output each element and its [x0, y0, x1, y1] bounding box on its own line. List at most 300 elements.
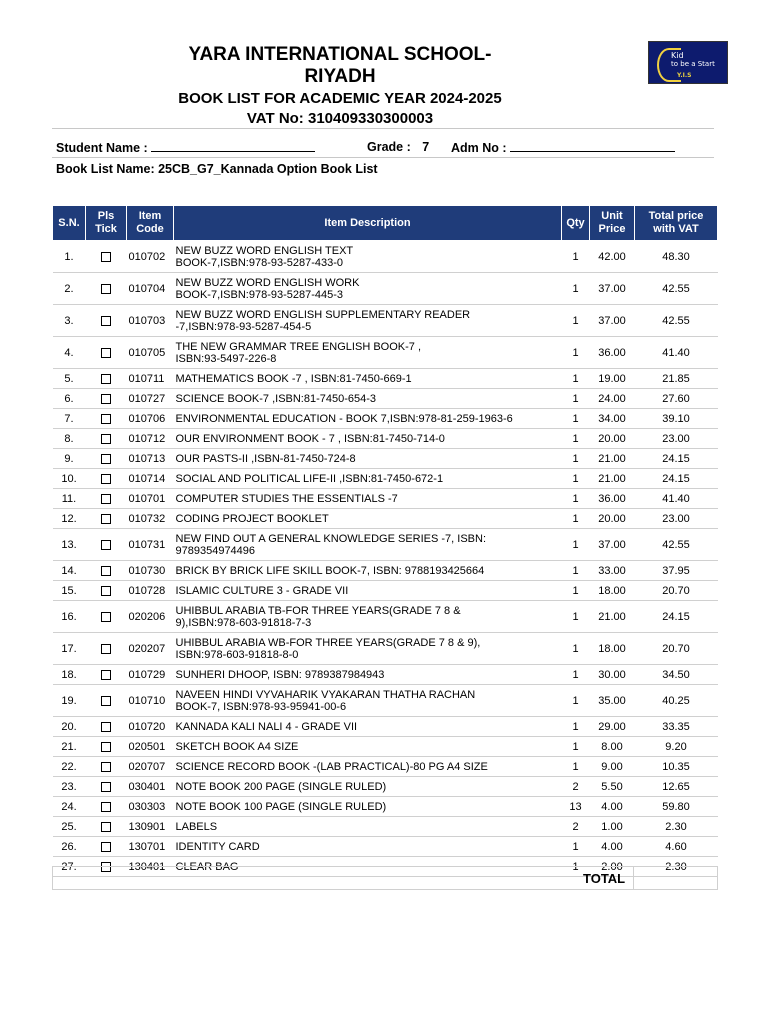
row-tick [86, 601, 127, 633]
row-tick [86, 633, 127, 665]
row-description [174, 717, 562, 737]
row-description [174, 529, 562, 561]
row-sn: 26. [53, 837, 86, 857]
table-header-row [53, 206, 718, 241]
row-qty: 1 [562, 409, 590, 429]
row-unit-price: 21.00 [590, 449, 635, 469]
logo-text-1: Kid [671, 51, 684, 60]
row-unit-price: 4.00 [590, 837, 635, 857]
row-unit-price: 19.00 [590, 369, 635, 389]
row-qty: 1 [562, 685, 590, 717]
description-line: BRICK BY BRICK LIFE SKILL BOOK-7, ISBN: 9788193425664 [175, 564, 485, 577]
row-description [174, 777, 562, 797]
row-item-code: 010731 [127, 529, 174, 561]
row-description [174, 509, 562, 529]
table-row [53, 581, 718, 601]
total-label: TOTAL [583, 871, 626, 886]
description-line: SKETCH BOOK A4 SIZE [175, 740, 299, 753]
row-total-price: 34.50 [635, 665, 718, 685]
row-qty: 1 [562, 489, 590, 509]
row-description [174, 337, 562, 369]
row-sn: 6. [53, 389, 86, 409]
tick-checkbox[interactable] [101, 696, 111, 706]
description-line: OUR ENVIRONMENT BOOK - 7 , ISBN:81-7450-714-0 [175, 432, 445, 445]
tick-checkbox[interactable] [101, 454, 111, 464]
row-qty: 13 [562, 797, 590, 817]
row-tick [86, 797, 127, 817]
row-sn: 21. [53, 737, 86, 757]
row-item-code: 130401 [127, 857, 174, 877]
row-total-price: 20.70 [635, 581, 718, 601]
row-total-price: 39.10 [635, 409, 718, 429]
table-body [53, 241, 718, 877]
row-sn: 22. [53, 757, 86, 777]
row-description [174, 469, 562, 489]
row-total-price: 37.95 [635, 561, 718, 581]
row-qty: 1 [562, 241, 590, 273]
row-sn: 18. [53, 665, 86, 685]
header-tick: Pls Tick [86, 206, 127, 241]
school-name-line2: RIYADH [304, 66, 376, 87]
row-description [174, 685, 562, 717]
description-line: 9789354974496 [175, 544, 256, 557]
row-item-code: 010732 [127, 509, 174, 529]
row-qty: 1 [562, 581, 590, 601]
table-row [53, 817, 718, 837]
tick-checkbox[interactable] [101, 514, 111, 524]
tick-checkbox[interactable] [101, 586, 111, 596]
row-tick [86, 429, 127, 449]
row-tick [86, 737, 127, 757]
table-row [53, 429, 718, 449]
tick-checkbox[interactable] [101, 822, 111, 832]
row-description [174, 449, 562, 469]
table-row [53, 797, 718, 817]
row-tick [86, 389, 127, 409]
tick-checkbox[interactable] [101, 348, 111, 358]
row-item-code: 130901 [127, 817, 174, 837]
row-tick [86, 305, 127, 337]
row-item-code: 010705 [127, 337, 174, 369]
header-unit-price: Unit Price [590, 206, 635, 241]
tick-checkbox[interactable] [101, 612, 111, 622]
row-qty: 1 [562, 633, 590, 665]
row-sn: 24. [53, 797, 86, 817]
description-line: NEW FIND OUT A GENERAL KNOWLEDGE SERIES -7, ISBN: [175, 532, 487, 545]
row-tick [86, 581, 127, 601]
table-row [53, 777, 718, 797]
table-row [53, 509, 718, 529]
table-row [53, 337, 718, 369]
row-qty: 1 [562, 665, 590, 685]
row-unit-price: 18.00 [590, 633, 635, 665]
row-tick [86, 665, 127, 685]
row-unit-price: 37.00 [590, 305, 635, 337]
row-item-code: 010720 [127, 717, 174, 737]
tick-checkbox[interactable] [101, 414, 111, 424]
row-item-code: 010710 [127, 685, 174, 717]
row-item-code: 010730 [127, 561, 174, 581]
row-sn: 23. [53, 777, 86, 797]
table-row [53, 737, 718, 757]
description-line: NEW BUZZ WORD ENGLISH WORK [175, 276, 360, 289]
row-item-code: 010706 [127, 409, 174, 429]
row-item-code: 010727 [127, 389, 174, 409]
row-tick [86, 409, 127, 429]
row-description [174, 817, 562, 837]
row-description [174, 305, 562, 337]
row-tick [86, 561, 127, 581]
description-line: NOTE BOOK 200 PAGE (SINGLE RULED) [175, 780, 387, 793]
table-row [53, 369, 718, 389]
adm-no-blank[interactable] [510, 140, 675, 152]
row-unit-price: 37.00 [590, 273, 635, 305]
tick-checkbox[interactable] [101, 742, 111, 752]
row-total-price: 4.60 [635, 837, 718, 857]
row-tick [86, 717, 127, 737]
row-tick [86, 777, 127, 797]
description-line: SCIENCE BOOK-7 ,ISBN:81-7450-654-3 [175, 392, 377, 405]
row-qty: 1 [562, 737, 590, 757]
tick-checkbox[interactable] [101, 842, 111, 852]
row-tick [86, 369, 127, 389]
row-description [174, 757, 562, 777]
row-unit-price: 1.00 [590, 817, 635, 837]
row-total-price: 42.55 [635, 529, 718, 561]
school-name-line1: YARA INTERNATIONAL SCHOOL- [188, 44, 492, 65]
row-tick [86, 529, 127, 561]
row-item-code: 010702 [127, 241, 174, 273]
row-sn: 11. [53, 489, 86, 509]
row-sn: 4. [53, 337, 86, 369]
tick-checkbox[interactable] [101, 802, 111, 812]
divider [52, 157, 714, 158]
row-qty: 1 [562, 469, 590, 489]
row-tick [86, 817, 127, 837]
row-item-code: 010713 [127, 449, 174, 469]
tick-checkbox[interactable] [101, 394, 111, 404]
description-line: THE NEW GRAMMAR TREE ENGLISH BOOK-7 , [175, 340, 421, 353]
book-list-name: Book List Name: 25CB_G7_Kannada Option Book List [56, 162, 378, 176]
row-total-price: 23.00 [635, 509, 718, 529]
total-separator [633, 867, 634, 889]
table-row [53, 717, 718, 737]
row-total-price: 12.65 [635, 777, 718, 797]
row-unit-price: 35.00 [590, 685, 635, 717]
row-description [174, 241, 562, 273]
row-sn: 27. [53, 857, 86, 877]
tick-checkbox[interactable] [101, 566, 111, 576]
row-description [174, 633, 562, 665]
row-item-code: 010712 [127, 429, 174, 449]
row-total-price: 40.25 [635, 685, 718, 717]
row-unit-price: 36.00 [590, 489, 635, 509]
row-unit-price: 2.00 [590, 857, 635, 877]
student-name-label: Student Name : [56, 141, 148, 155]
row-unit-price: 30.00 [590, 665, 635, 685]
row-description [174, 601, 562, 633]
row-tick [86, 685, 127, 717]
row-tick [86, 509, 127, 529]
row-total-price: 9.20 [635, 737, 718, 757]
row-unit-price: 5.50 [590, 777, 635, 797]
row-item-code: 030303 [127, 797, 174, 817]
tick-checkbox[interactable] [101, 316, 111, 326]
description-line: 9),ISBN:978-603-91818-7-3 [175, 616, 312, 629]
row-sn: 17. [53, 633, 86, 665]
divider [52, 128, 714, 129]
row-description [174, 797, 562, 817]
school-logo [648, 41, 728, 84]
row-sn: 25. [53, 817, 86, 837]
book-list-table [52, 205, 718, 877]
row-total-price: 41.40 [635, 337, 718, 369]
row-total-price: 21.85 [635, 369, 718, 389]
header-qty: Qty [562, 206, 590, 241]
table-row [53, 469, 718, 489]
row-sn: 9. [53, 449, 86, 469]
description-line: COMPUTER STUDIES THE ESSENTIALS -7 [175, 492, 398, 505]
row-sn: 10. [53, 469, 86, 489]
description-line: BOOK-7,ISBN:978-93-5287-445-3 [175, 288, 344, 301]
row-description [174, 273, 562, 305]
row-unit-price: 4.00 [590, 797, 635, 817]
row-item-code: 130701 [127, 837, 174, 857]
description-line: OUR PASTS-II ,ISBN-81-7450-724-8 [175, 452, 356, 465]
description-line: LABELS [175, 820, 218, 833]
row-item-code: 020206 [127, 601, 174, 633]
grade-value: 7 [422, 140, 430, 154]
grade-label: Grade : [367, 140, 411, 154]
tick-checkbox[interactable] [101, 434, 111, 444]
total-row [52, 866, 718, 890]
description-line: SOCIAL AND POLITICAL LIFE-II ,ISBN:81-7450-672-1 [175, 472, 444, 485]
row-qty: 1 [562, 429, 590, 449]
row-qty: 1 [562, 305, 590, 337]
description-line: IDENTITY CARD [175, 840, 260, 853]
description-line: ENVIRONMENTAL EDUCATION - BOOK 7,ISBN:978-81-259-1963-6 [175, 412, 513, 425]
row-item-code: 010729 [127, 665, 174, 685]
row-item-code: 020707 [127, 757, 174, 777]
row-description [174, 737, 562, 757]
header-total-price: Total price with VAT [635, 206, 718, 241]
row-unit-price: 24.00 [590, 389, 635, 409]
table-row [53, 529, 718, 561]
description-line: KANNADA KALI NALI 4 - GRADE VII [175, 720, 358, 733]
row-total-price: 23.00 [635, 429, 718, 449]
row-total-price: 48.30 [635, 241, 718, 273]
row-item-code: 010703 [127, 305, 174, 337]
vat-number: VAT No: 310409330300003 [246, 110, 434, 127]
adm-no-field [451, 140, 675, 156]
row-item-code: 010728 [127, 581, 174, 601]
row-qty: 1 [562, 509, 590, 529]
tick-checkbox[interactable] [101, 644, 111, 654]
row-tick [86, 757, 127, 777]
row-tick [86, 489, 127, 509]
row-sn: 16. [53, 601, 86, 633]
row-unit-price: 20.00 [590, 429, 635, 449]
description-line: UHIBBUL ARABIA WB-FOR THREE YEARS(GRADE 7 8 & 9), [175, 636, 481, 649]
row-total-price: 59.80 [635, 797, 718, 817]
row-qty: 2 [562, 817, 590, 837]
row-qty: 1 [562, 837, 590, 857]
row-sn: 5. [53, 369, 86, 389]
tick-checkbox[interactable] [101, 670, 111, 680]
row-tick [86, 273, 127, 305]
row-sn: 8. [53, 429, 86, 449]
student-name-field [56, 140, 315, 156]
description-line: NOTE BOOK 100 PAGE (SINGLE RULED) [175, 800, 387, 813]
row-unit-price: 29.00 [590, 717, 635, 737]
header-sn: S.N. [53, 206, 86, 241]
table-row [53, 561, 718, 581]
description-line: ISLAMIC CULTURE 3 - GRADE VII [175, 584, 349, 597]
logo-text-2: to be a Start [671, 60, 715, 68]
row-item-code: 020501 [127, 737, 174, 757]
tick-checkbox[interactable] [101, 494, 111, 504]
row-unit-price: 33.00 [590, 561, 635, 581]
description-line: NEW BUZZ WORD ENGLISH TEXT [175, 244, 354, 257]
tick-checkbox[interactable] [101, 722, 111, 732]
description-line: -7,ISBN:978-93-5287-454-5 [175, 320, 312, 333]
row-qty: 1 [562, 273, 590, 305]
table-row [53, 389, 718, 409]
tick-checkbox[interactable] [101, 252, 111, 262]
row-qty: 1 [562, 449, 590, 469]
row-description [174, 429, 562, 449]
logo-text-3: Y.I.S [677, 72, 692, 79]
row-total-price: 42.55 [635, 305, 718, 337]
row-total-price: 24.15 [635, 449, 718, 469]
table-row [53, 489, 718, 509]
table-row [53, 665, 718, 685]
student-name-blank[interactable] [151, 140, 315, 152]
row-unit-price: 8.00 [590, 737, 635, 757]
description-line: CLEAR BAG [175, 860, 239, 873]
row-sn: 7. [53, 409, 86, 429]
tick-checkbox[interactable] [101, 474, 111, 484]
row-qty: 1 [562, 369, 590, 389]
row-sn: 13. [53, 529, 86, 561]
row-description [174, 837, 562, 857]
table-row [53, 241, 718, 273]
description-line: SUNHERI DHOOP, ISBN: 9789387984943 [175, 668, 385, 681]
row-tick [86, 469, 127, 489]
row-total-price: 24.15 [635, 469, 718, 489]
page-subtitle: BOOK LIST FOR ACADEMIC YEAR 2024-2025 [178, 90, 502, 107]
row-qty: 1 [562, 717, 590, 737]
row-qty: 2 [562, 777, 590, 797]
row-item-code: 010704 [127, 273, 174, 305]
table-row [53, 633, 718, 665]
row-item-code: 020207 [127, 633, 174, 665]
row-unit-price: 37.00 [590, 529, 635, 561]
row-description [174, 489, 562, 509]
row-description [174, 389, 562, 409]
table-row [53, 757, 718, 777]
row-description [174, 665, 562, 685]
row-qty: 1 [562, 529, 590, 561]
table-row [53, 837, 718, 857]
table-row [53, 449, 718, 469]
row-total-price: 20.70 [635, 633, 718, 665]
header-description: Item Description [174, 206, 562, 241]
header-code: Item Code [127, 206, 174, 241]
row-tick [86, 449, 127, 469]
row-description [174, 409, 562, 429]
row-tick [86, 337, 127, 369]
description-line: NEW BUZZ WORD ENGLISH SUPPLEMENTARY READER [175, 308, 471, 321]
row-sn: 1. [53, 241, 86, 273]
description-line: MATHEMATICS BOOK -7 , ISBN:81-7450-669-1 [175, 372, 412, 385]
table-row [53, 273, 718, 305]
row-sn: 14. [53, 561, 86, 581]
description-line: BOOK-7, ISBN:978-93-95941-00-6 [175, 700, 347, 713]
row-item-code: 010714 [127, 469, 174, 489]
description-line: BOOK-7,ISBN:978-93-5287-433-0 [175, 256, 344, 269]
tick-checkbox[interactable] [101, 762, 111, 772]
tick-checkbox[interactable] [101, 540, 111, 550]
row-item-code: 010711 [127, 369, 174, 389]
grade-field [367, 140, 429, 155]
row-total-price: 42.55 [635, 273, 718, 305]
description-line: ISBN:978-603-91818-8-0 [175, 648, 299, 661]
table-row [53, 305, 718, 337]
description-line: UHIBBUL ARABIA TB-FOR THREE YEARS(GRADE 7 8 & [175, 604, 461, 617]
row-total-price: 27.60 [635, 389, 718, 409]
row-total-price: 24.15 [635, 601, 718, 633]
row-qty: 1 [562, 601, 590, 633]
row-qty: 1 [562, 389, 590, 409]
row-qty: 1 [562, 757, 590, 777]
table-row [53, 685, 718, 717]
row-sn: 2. [53, 273, 86, 305]
row-sn: 12. [53, 509, 86, 529]
table-row [53, 601, 718, 633]
tick-checkbox[interactable] [101, 782, 111, 792]
row-description [174, 369, 562, 389]
row-tick [86, 241, 127, 273]
description-line: ISBN:93-5497-226-8 [175, 352, 277, 365]
row-item-code: 010701 [127, 489, 174, 509]
row-description [174, 561, 562, 581]
row-sn: 20. [53, 717, 86, 737]
row-unit-price: 21.00 [590, 469, 635, 489]
tick-checkbox[interactable] [101, 374, 111, 384]
row-sn: 3. [53, 305, 86, 337]
row-qty: 1 [562, 857, 590, 877]
table-row [53, 409, 718, 429]
row-unit-price: 18.00 [590, 581, 635, 601]
row-total-price: 33.35 [635, 717, 718, 737]
row-unit-price: 9.00 [590, 757, 635, 777]
description-line: SCIENCE RECORD BOOK -(LAB PRACTICAL)-80 PG A4 SIZE [175, 760, 488, 773]
row-unit-price: 20.00 [590, 509, 635, 529]
row-tick [86, 837, 127, 857]
adm-no-label: Adm No : [451, 141, 507, 155]
row-total-price: 41.40 [635, 489, 718, 509]
row-unit-price: 42.00 [590, 241, 635, 273]
description-line: CODING PROJECT BOOKLET [175, 512, 329, 525]
row-sn: 15. [53, 581, 86, 601]
row-total-price: 10.35 [635, 757, 718, 777]
row-item-code: 030401 [127, 777, 174, 797]
row-qty: 1 [562, 561, 590, 581]
row-total-price: 2.30 [635, 817, 718, 837]
description-line: NAVEEN HINDI VYVAHARIK VYAKARAN THATHA RACHAN [175, 688, 476, 701]
tick-checkbox[interactable] [101, 284, 111, 294]
